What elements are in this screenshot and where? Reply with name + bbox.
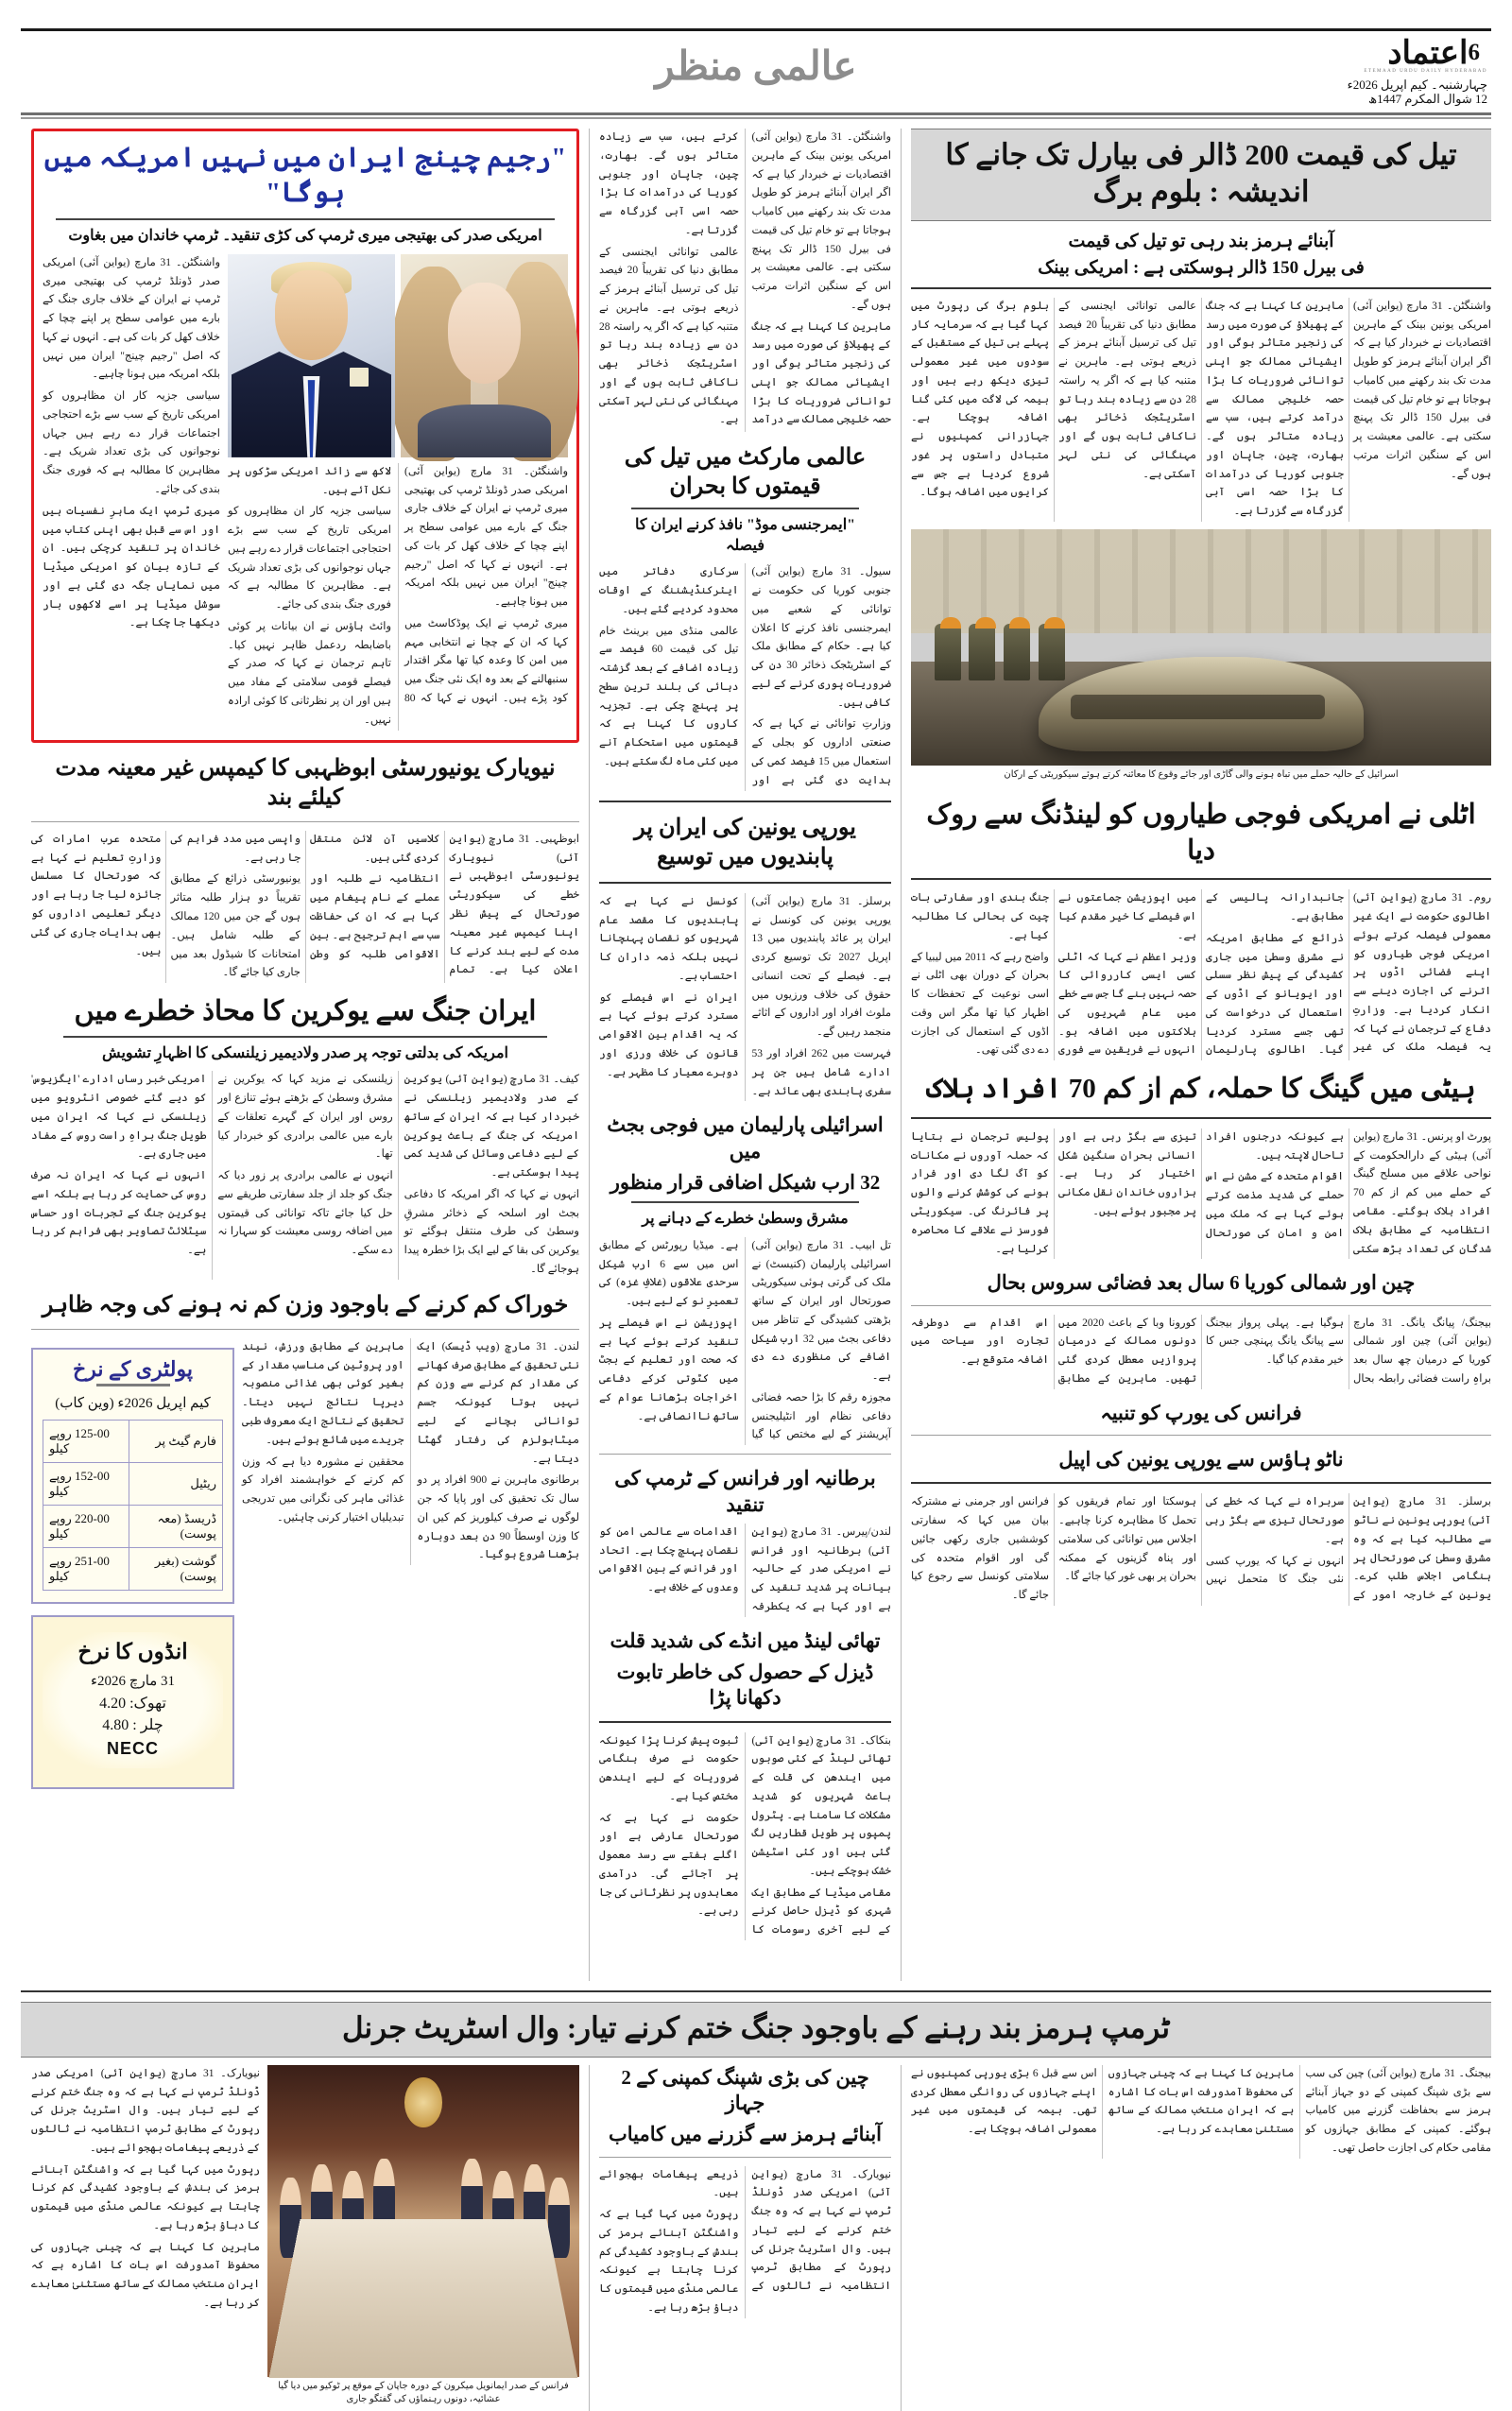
title-underline	[96, 1384, 170, 1386]
paragraph: سیول۔ 31 مارچ (یواین آئی) جنوبی کوریا کی حکومت نے توانائی کے شعبے میں ایمرجنسی نافذ کرنے کا اعلان کیا ہے۔ حکام کے مطابق ملک کے اسٹریٹجک ذخائر 30 دن کی ضروریات پوری کرنے کے لیے کافی ہیں۔	[751, 566, 892, 709]
poultry-title: پولٹری کے نرخ	[72, 1356, 193, 1381]
paragraph: نیویارک۔ 31 مارچ (یواین آئی) امریکی صدر ڈونلڈ ٹرمپ نے کہا ہے کہ وہ جنگ ختم کرنے کے لیے تیار ہیں۔ وال اسٹریٹ جرنل کی رپورٹ کے مطابق ٹرمپ انتظامیہ نے ثالثوں کے ذریعے پیغامات بھجوائے ہیں۔	[599, 2168, 891, 2293]
photo-attack-scene	[911, 529, 1491, 766]
paragraph: عالمی منڈی میں برینٹ خام تیل کی قیمت 60 فیصد سے زیادہ اضافے کے بعد گزشتہ دہائی کی بلند ترین سطح پر پہنچ چکی ہے۔ تجزیہ کاروں کا کہنا ہے کہ قیمتوں میں استحکام آنے میں کئی ماہ لگ سکتے ہیں۔	[599, 625, 739, 767]
headline-israel-budget-1: اسرائیلی پارلیمان میں فوجی بجٹ میں	[607, 1113, 884, 1162]
masthead	[21, 28, 1491, 115]
paragraph: مجوزہ رقم کا بڑا حصہ فضائی دفاعی نظام اور انٹیلیجنس آپریشنز کے لیے مختص کیا گیا ہے۔ میڈیا رپورٹس کے مطابق اس میں سے 6 ارب شیکل سرحدی علاقوں (غلافِ غزہ) کی تعمیرِ نو کے لیے ہیں۔	[599, 1239, 891, 1441]
paragraph: انہوں نے کہا کہ یورپ کسی نئی جنگ کا متحمل نہیں ہوسکتا اور تمام فریقوں کو تحمل کا مظاہرہ کرنا چاہیے۔ اجلاس میں توانائی کی سلامتی اور پناہ گزینوں کے ممکنہ بحران پر بھی غور کیا جائے گا۔	[1058, 1496, 1344, 1586]
body-britain-france	[599, 1524, 891, 1617]
egg-source: NECC	[106, 1738, 159, 1758]
body-israel-budget	[599, 1237, 891, 1445]
paragraph: کورونا وبا کے باعث 2020 میں دونوں ممالک کے درمیان پروازیں معطل کردی گئی تھیں۔ ماہرین کے مطابق اس اقدام سے دوطرفہ تجارت اور سیاحت میں اضافہ متوقع ہے۔	[911, 1317, 1196, 1385]
publication-logo: اعتماد	[1387, 36, 1469, 71]
paragraph: نیویارک۔ 31 مارچ (یواین آئی) امریکی صدر ڈونلڈ ٹرمپ نے کہا ہے کہ وہ جنگ ختم کرنے کے لیے تیار ہیں۔ وال اسٹریٹ جرنل کی رپورٹ کے مطابق ٹرمپ انتظامیہ نے ثالثوں کے ذریعے پیغامات بھجوائے ہیں۔	[31, 2067, 260, 2154]
poultry-price-box	[31, 1348, 234, 1604]
paragraph: امریکی خبر رساں ادارے 'ایگزیوس' کو دیے گئے خصوصی انٹرویو میں زیلنسکی نے کہا کہ ایران میں طویل جنگ براہِ راست روس کے مفاد میں جاری ہے۔	[31, 1074, 207, 1161]
paragraph: عالمی توانائی ایجنسی کے مطابق دنیا کی تقریباً 20 فیصد تیل کی ترسیل آبنائے ہرمز کے ذریعے ہوتی ہے۔ ماہرین نے متنبہ کیا ہے کہ اگر یہ راستہ 28 دن سے زیادہ بند رہا تو اسٹریٹجک ذخائر بھی ناکافی ثابت ہوں گے اور مہنگائی کی نئی لہر آسکتی ہے۔	[1058, 300, 1196, 480]
paragraph: یونیورسٹی ذرائع کے مطابق تقریباً دو ہزار طلبہ متاثر ہوں گے جن میں 120 ممالک کے طلبہ شامل ہیں۔ امتحانات کا شیڈول بعد میں جاری کیا جائے گا۔	[170, 873, 301, 979]
paragraph: واشنگٹن۔ 31 مارچ (یواین آئی) امریکی صدر ڈونلڈ ٹرمپ کی بھتیجی میری ٹرمپ نے ایران کے خلاف جاری جنگ کے بارے میں عوامی سطح پر اپنے چچا کے خلاف کھل کر بات کی ہے۔ انہوں نے کہا کہ اصل "رجیم چینج" ایران میں نہیں بلکہ امریکہ میں ہونا چاہیے۔	[43, 256, 220, 381]
paragraph: وزارتِ توانائی نے کہا ہے کہ صنعتی اداروں کو بجلی کے استعمال میں 15 فیصد کمی کی ہدایت دی گئی ہے اور سرکاری دفاتر میں ایئرکنڈیشننگ کے اوقات محدود کردیے گئے ہیں۔	[599, 566, 891, 786]
paragraph: لندن۔ 31 مارچ (ویب ڈیسک) ایک نئی تحقیق کے مطابق صرف کھانے کی مقدار کم کرنے سے وزن کم نہیں ہوتا کیونکہ جسم توانائی بچانے کے لیے میٹابولزم کی رفتار گھٹا دیتا ہے۔	[417, 1340, 579, 1465]
publication-subtitle: ETEMAAD URDU DAILY HYDERABAD	[1364, 69, 1487, 75]
paragraph: واشنگٹن۔ 31 مارچ (یواین آئی) امریکی یونین بینک کے ماہرین اقتصادیات نے خبردار کیا ہے کہ اگر ایران آبنائے ہرمز کو طویل مدت تک بند رکھنے میں کامیاب ہوجاتا ہے تو خام تیل کی قیمت فی بیرل 150 ڈالر تک پہنچ سکتی ہے۔ عالمی معیشت پر اس کے سنگین اثرات مرتب ہوں گے۔	[751, 131, 891, 311]
column-middle	[589, 129, 901, 1981]
headline-china-korea: چین اور شمالی کوریا 6 سال بعد فضائی سروس بحال	[987, 1271, 1416, 1295]
paragraph: بیجنگ۔ 31 مارچ (یواین آئی) چین کی سب سے بڑی شپنگ کمپنی کے دو جہاز آبنائے ہرمز سے بحفاظت گزرنے میں کامیاب ہوگئے۔ کمپنی کے مطابق جہازوں کو مقامی حکام کی اجازت حاصل تھی۔	[1305, 2067, 1491, 2154]
article-italy	[911, 798, 1491, 1060]
article-oil-market	[599, 443, 891, 791]
deck-oil-market: "ایمرجنسی موڈ" نافذ کرنے ایران کا فیصلہ	[631, 508, 859, 556]
caption-state-dinner: فرانس کے صدر ایمانویل میکرون کے دورہ جاپان کے موقع پر ٹوکیو میں دیا گیا عشائیہ، دونوں رہنماؤں کی گفتگو جاری	[278, 2380, 569, 2404]
paragraph: ابوظہبی۔ 31 مارچ (یواین آئی) نیویارک یونیورسٹی ابوظہبی نے خطے کی سیکوریٹی صورتحال کے پیش نظر اپنا کیمپس غیر معینہ مدت کے لیے بند کرنے کا اعلان کیا ہے۔ تمام کلاسیں آن لائن منتقل کردی گئی ہیں۔	[310, 833, 579, 976]
paragraph: ذرائع کے مطابق امریکہ نے مشرقِ وسطیٰ میں جاری کشیدگی کے پیش نظر سسلی اور ایویانو کے اڈوں کے استعمال کی درخواست کی تھی جسے مسترد کردیا گیا۔ اطالوی پارلیمان میں اپوزیشن جماعتوں نے اس فیصلے کا خیر مقدم کیا ہے۔	[1058, 892, 1344, 1057]
deck-israel-budget: مشرق وسطیٰ خطرے کے دہانے پر	[631, 1201, 859, 1230]
article-france	[911, 1401, 1491, 1436]
headline-haiti: ہیٹی میں گینگ کا حملہ، کم از کم 70 افراد ہلاک	[926, 1074, 1476, 1105]
body-italy	[911, 889, 1491, 1060]
bottom-column-middle	[589, 2065, 901, 2411]
paragraph: اقوام متحدہ کے مشن نے اس حملے کی شدید مذمت کرتے ہوئے کہا ہے کہ ملک میں امن و امان کی صورتحال تیزی سے بگڑ رہی ہے اور انسانی بحران سنگین شکل اختیار کر رہا ہے۔ ہزاروں خاندان نقل مکانی پر مجبور ہوئے ہیں۔	[1058, 1130, 1344, 1239]
paragraph: ماہرین کا کہنا ہے کہ چینی جہازوں کی محفوظ آمدورفت اس بات کا اشارہ ہے کہ ایران منتخب ممالک کے ساتھ مستثنیٰ معاہدے کر رہا ہے۔	[1108, 2067, 1295, 2136]
paragraph: پورٹ او پرنس۔ 31 مارچ (یواین آئی) ہیٹی کے دارالحکومت کے نواحی علاقے میں مسلح گینگ کے حملے میں کم از کم 70 افراد ہلاک ہوگئے۔ مقامی انتظامیہ کے مطابق ہلاک شدگان کی تعداد بڑھ سکتی ہے کیونکہ درجنوں افراد تاحال لاپتہ ہیں۔	[1206, 1130, 1491, 1255]
paragraph: انہوں نے کہا کہ ایران نہ صرف روس کی حمایت کر رہا ہے بلکہ اسے یوکرین جنگ کے تجربات اور حساس سیٹلائٹ تصاویر بھی فراہم کر رہا ہے۔	[31, 1170, 207, 1257]
paragraph: میری ٹرمپ ایک ماہرِ نفسیات ہیں اور اس سے قبل بھی اپنی کتاب میں خاندان پر تنقید کرچکی ہیں۔ ان کے تازہ بیان کو امریکی میڈیا میں نمایاں جگہ دی گئی ہے اور سوشل میڈیا پر اسے لاکھوں بار دیکھا جا چکا ہے۔	[43, 505, 220, 629]
table-row	[43, 1420, 223, 1462]
article-diet	[31, 1291, 579, 1789]
headline-oil-lead: تیل کی قیمت 200 ڈالر فی بیارل تک جانے کا اندیشہ : بلوم برگ	[911, 129, 1491, 221]
headline-ukraine: ایران جنگ سے یوکرین کا محاذ خطرے میں	[74, 996, 537, 1027]
headline-italy: اٹلی نے امریکی فوجی طیاروں کو لینڈنگ سے روک دیا	[926, 799, 1476, 866]
paragraph: واشنگٹن۔ 31 مارچ (یواین آئی) امریکی یونین بینک کے ماہرین اقتصادیات نے خبردار کیا ہے کہ اگر ایران آبنائے ہرمز کو طویل مدت تک بند رکھنے میں کامیاب ہوجاتا ہے تو خام تیل کی قیمت فی بیرل 150 ڈالر تک پہنچ سکتی ہے۔ عالمی معیشت پر اس کے سنگین اثرات مرتب ہوں گے۔	[1353, 300, 1491, 480]
paragraph: انتظامیہ نے طلبہ اور عملے کے نام پیغام میں کہا ہے کہ ان کی حفاظت سب سے اہم ترجیح ہے۔ بین الاقوامی طلبہ کو وطن واپسی میں مدد فراہم کی جا رہی ہے۔	[170, 833, 440, 960]
headline-china-ships-2: آبنائے ہرمز سے گزرنے میں کامیاب	[608, 2123, 883, 2146]
paragraph: کیف۔ 31 مارچ (یواین آئی) یوکرین کے صدر ولادیمیر زیلنسکی نے خبردار کیا ہے کہ ایران کے ساتھ امریکہ کی جنگ کے باعث یوکرین کے لیے دفاعی وسائل کی شدید کمی پیدا ہوسکتی ہے۔	[404, 1074, 579, 1180]
headline-britain-france: برطانیہ اور فرانس کے ٹرمپ کی تنقید	[614, 1467, 876, 1516]
paragraph: برسلز۔ 31 مارچ (یواین آئی) یورپی یونین کی کونسل نے ایران پر عائد پابندیوں میں 13 اپریل 2027 تک توسیع کردی ہے۔ فیصلے کے تحت انسانی حقوق کی خلاف ورزیوں میں ملوث افراد اور اداروں کے اثاثے منجمد رہیں گے۔	[751, 895, 892, 1039]
paragraph: عالمی توانائی ایجنسی کے مطابق دنیا کی تقریباً 20 فیصد تیل کی ترسیل آبنائے ہرمز کے ذریعے ہوتی ہے۔ ماہرین نے متنبہ کیا ہے کہ اگر یہ راستہ 28 دن سے زیادہ بند رہا تو اسٹریٹجک ذخائر بھی ناکافی ثابت ہوں گے اور مہنگائی کی نئی لہر آسکتی ہے۔	[599, 246, 739, 426]
headline-regime-change: "رجیم چینج ایران میں نہیں امریکہ میں ہوگا"	[43, 143, 567, 209]
egg-date: 31 مارچ 2026ء	[90, 1673, 176, 1689]
paragraph: وزیر اعظم نے کہا کہ اٹلی کسی ایسی کارروائی کا حصہ نہیں بنے گا جس سے خطے میں عام شہریوں کی ہلاکتوں میں اضافہ ہو۔ انہوں نے فریقین سے فوری جنگ بندی اور سفارتی بات چیت کی بحالی کا مطالبہ کیا ہے۔	[911, 892, 1196, 1057]
paragraph: ماہرین کا کہنا ہے کہ جنگ کے پھیلاؤ کی صورت میں رسد کی زنجیر متاثر ہوگی اور ایشیائی ممالک جو اپنی توانائی ضروریات کا بڑا حصہ خلیجی ممالک سے درآمد کرتے ہیں، سب سے زیادہ متاثر ہوں گے۔ بھارت، چین، جاپان اور جنوبی کوریا کی درآمدات کا بڑا حصہ اسی آبی گزرگاہ سے گزرتا ہے۔	[1206, 300, 1344, 518]
column-right	[31, 129, 589, 1981]
paragraph: حکومت نے کہا ہے کہ صورتحال عارضی ہے اور اگلے ہفتے سے رسد معمول پر آجائے گی۔ درآمدی معاہدوں پر نظرثانی کی جا رہی ہے۔	[599, 1812, 739, 1918]
headline-eu-iran: یورپی یونین کی ایران پر پابندیوں میں توسیع	[634, 815, 856, 870]
paragraph: برطانوی ماہرین نے 900 افراد پر دو سال تک تحقیق کی اور پایا کہ جن لوگوں نے صرف کیلوریز کم کیں ان کا وزن اوسطاً 90 دن بعد دوبارہ بڑھنا شروع ہوگیا۔	[417, 1474, 580, 1561]
headline-nato: ناٹو ہاؤس سے یورپی یونین کی اپیل	[1058, 1447, 1344, 1471]
article-nato	[911, 1447, 1491, 1606]
paragraph: زیلنسکی نے مزید کہا کہ یوکرین نے مشرق وسطیٰ کے بڑھتے ہوئے تنازع اور روس اور ایران کے گہرے تعلقات کے بارے میں عالمی برادری کو خبردار کیا تھا۔	[217, 1074, 393, 1161]
body-wsj-left	[911, 2065, 1491, 2159]
article-ukraine	[31, 994, 579, 1280]
body-thailand	[599, 1732, 891, 1940]
paragraph: ماہرین کا کہنا ہے کہ جنگ کے پھیلاؤ کی صورت میں رسد کی زنجیر متاثر ہوگی اور ایشیائی ممالک جو اپنی توانائی ضروریات کا بڑا حصہ خلیجی ممالک سے درآمد کرتے ہیں، سب سے زیادہ متاثر ہوں گے۔ بھارت، چین، جاپان اور جنوبی کوریا کی درآمدات کا بڑا حصہ اسی آبی گزرگاہ سے گزرتا ہے۔	[599, 131, 891, 426]
headline-israel-budget-2: 32 ارب شیکل اضافی قرار منظور	[610, 1170, 881, 1194]
body-oil-lead	[911, 298, 1491, 522]
poultry-row-name: فارم گیٹ پر	[129, 1420, 223, 1462]
body-regime-change-lower	[228, 463, 568, 731]
paragraph: تل ابیب۔ 31 مارچ (یواین آئی) اسرائیلی پارلیمان (کنیسٹ) نے ملک کی گرتی ہوئی سیکوریٹی صورتحال اور ایران کے ساتھ بڑھتی کشیدگی کے تناظر میں دفاعی بجٹ میں 32 ارب شیکل اضافے کی منظوری دے دی ہے۔	[751, 1239, 892, 1383]
paragraph: واشنگٹن۔ 31 مارچ (یواین آئی) امریکی صدر ڈونلڈ ٹرمپ کی بھتیجی میری ٹرمپ نے ایران کے خلاف جاری جنگ کے بارے میں عوامی سطح پر اپنے چچا کے خلاف کھل کر بات کی ہے۔ انہوں نے کہا کہ اصل "رجیم چینج" ایران میں نہیں بلکہ امریکہ میں ہونا چاہیے۔	[404, 465, 568, 609]
article-nyu	[31, 754, 579, 984]
bottom-section	[21, 1990, 1491, 2411]
paragraph: بنکاک۔ 31 مارچ (یواین آئی) تھائی لینڈ کے کئی صوبوں میں ایندھن کی قلت کے باعث شہریوں کو شدید مشکلات کا سامنا ہے۔ پٹرول پمپوں پر طویل قطاریں لگ گئی ہیں اور کئی اسٹیشن خشک ہوچکے ہیں۔	[751, 1734, 891, 1877]
body-nato	[911, 1493, 1491, 1606]
paragraph: انہوں نے عالمی برادری پر زور دیا کہ جنگ کو جلد از جلد سفارتی طریقے سے حل کیا جائے تاکہ توانائی کی قیمتوں میں اضافہ روسی معیشت کو سہارا نہ دے سکے۔	[217, 1170, 393, 1257]
egg-wholesale: تھوک: 4.20	[99, 1695, 166, 1712]
egg-title: انڈوں کا نرخ	[77, 1639, 188, 1663]
egg-retail: چلر : 4.80	[102, 1716, 163, 1733]
paragraph: برسلز۔ 31 مارچ (یواین آئی) یورپی یونین نے ناٹو سے مطالبہ کیا ہے کہ وہ مشرقِ وسطیٰ کی صورتحال پر ہنگامی اجلاس طلب کرے۔ یونین کے خارجہ امور کے سربراہ نے کہا کہ خطے کی صورتحال تیزی سے بگڑ رہی ہے۔	[1206, 1496, 1491, 1602]
paragraph: پولیس ترجمان نے بتایا کہ حملہ آوروں نے مکانات کو آگ لگا دی اور فرار ہونے کی کوشش کرنے والوں پر فائرنگ کی۔ سیکوریٹی فورسز نے علاقے کا محاصرہ کرلیا ہے۔	[911, 1130, 1049, 1255]
paragraph: اپوزیشن نے اس فیصلے پر تنقید کرتے ہوئے کہا ہے کہ صحت اور تعلیم کے بجٹ میں کٹوتی کرکے دفاعی اخراجات بڑھانا عوام کے ساتھ ناانصافی ہے۔	[599, 1317, 739, 1422]
paragraph: بیجنگ/ پیانگ یانگ۔ 31 مارچ (یواین آئی) چین اور شمالی کوریا کے درمیان چھ سال بعد براہِ راست فضائی رابطہ بحال ہوگیا ہے۔ پہلی پرواز بیجنگ سے پیانگ یانگ پہنچی جس کا خیر مقدم کیا گیا۔	[1206, 1317, 1491, 1385]
body-oil-lead-overflow	[599, 129, 891, 432]
headline-thailand-1: تھائی لینڈ میں انڈے کی شدید قلت	[610, 1628, 881, 1652]
paragraph: فہرست میں 262 افراد اور 53 ادارے شامل ہیں جن پر سفری پابندی بھی عائد ہے۔ کونسل نے کہا ہے کہ پابندیوں کا مقصد عام شہریوں کو نقصان پہنچانا نہیں بلکہ ذمہ داران کا احتساب ہے۔	[599, 895, 891, 1097]
paragraph: ایران نے اس فیصلے کو مسترد کرتے ہوئے کہا ہے کہ یہ اقدام بین الاقوامی قانون کی خلاف ورزی اور دوہرے معیار کا مظہر ہے۔	[599, 991, 739, 1078]
bottom-column-left	[901, 2065, 1491, 2411]
article-israel-budget	[599, 1112, 891, 1445]
body-nyu	[31, 831, 579, 983]
subhead-oil-2: فی بیرل 150 ڈالر ہوسکتی ہے : امریکی بینک	[911, 256, 1491, 289]
poultry-row-name: گوشت (بغیر پوست)	[129, 1547, 223, 1590]
paragraph: لندن/پیرس۔ 31 مارچ (یواین آئی) برطانیہ اور فرانس نے امریکی صدر کے حالیہ بیانات پر شدید تنقید کی ہے اور کہا ہے کہ یکطرفہ اقدامات سے عالمی امن کو نقصان پہنچ چکا ہے۔ اتحاد اور فرانس کے بین الاقوامی وعدوں کے خلاف ہے۔	[599, 1525, 891, 1612]
paragraph: متحدہ عرب امارات کی وزارتِ تعلیم نے کہا ہے کہ صورتحال کا مسلسل جائزہ لیا جا رہا ہے اور دیگر تعلیمی اداروں کو بھی ہدایات جاری کی گئی ہیں۔	[31, 833, 162, 957]
paragraph: سیاسی جزیہ کار ان مظاہروں کو امریکی تاریخ کے سب سے بڑے احتجاجی اجتماعات قرار دے رہے ہیں جہاں نوجوانوں کی بڑی تعداد شریک ہے۔ مظاہرین کا مطالبہ ہے کہ فوری جنگ بندی کی جائے۔	[228, 506, 391, 611]
photo-group-regime-change	[228, 254, 568, 731]
newspaper-page	[0, 28, 1512, 2404]
caption-attack-scene: اسرائیل کے حالیہ حملے میں تباہ ہونے والی گاڑی اور جائے وقوع کا معائنہ کرتے ہوئے سیکوریٹی کے ارکان	[1004, 768, 1399, 780]
article-china-korea	[911, 1270, 1491, 1388]
paragraph: بلوم برگ کی رپورٹ میں کہا گیا ہے کہ سرمایہ کار پہلے ہی تیل کے مستقبل کے سودوں میں غیر معمولی تیزی دیکھ رہے ہیں اور بیمہ کی لاگت میں کئی گنا اضافہ ہوچکا ہے۔ جہازرانی کمپنیوں نے متبادل راستوں پر غور شروع کردیا ہے جس سے کرایوں میں اضافہ ہوگا۔	[911, 300, 1049, 499]
headline-china-ships-1: چین کی بڑی شپنگ کمپنی کے 2 جہاز	[621, 2065, 869, 2115]
photo-mary-trump	[401, 254, 568, 457]
headline-thailand-2: ڈیزل کے حصول کی خاطر تابوت دکھانا پڑا	[616, 1660, 874, 1710]
article-eu-iran	[599, 814, 891, 1102]
body-haiti	[911, 1128, 1491, 1259]
article-thailand	[599, 1628, 891, 1940]
paragraph: انہوں نے کہا کہ اگر امریکہ کا دفاعی بجٹ اور اسلحہ کے ذخائر مشرقِ وسطیٰ کی طرف منتقل ہوگئے تو یوکرین کی بقا کے لیے ایک بڑا خطرہ پیدا ہوجائے گا۔	[404, 1188, 579, 1275]
headline-oil-market: عالمی مارکٹ میں تیل کی قیمتوں کا بحران	[624, 444, 867, 499]
body-ukraine	[31, 1071, 579, 1279]
table-row	[43, 1505, 223, 1547]
paragraph: رپورٹ میں کہا گیا ہے کہ واشنگٹن آبنائے ہرمز کی بندش کے باوجود کشیدگی کم کرنا چاہتا ہے کیونکہ عالمی منڈی میں قیمتوں کا دباؤ بڑھ رہا ہے۔	[599, 2209, 739, 2314]
egg-price-box	[31, 1615, 234, 1789]
paragraph: روم۔ 31 مارچ (یواین آئی) اطالوی حکومت نے ایک غیر معمولی فیصلہ کرتے ہوئے امریکی فوجی طیاروں کو اپنے فضائی اڈوں پر اترنے کی اجازت دینے سے انکار کردیا ہے۔ وزارتِ دفاع کے ترجمان نے کہا کہ یہ فیصلہ ملک کی غیر جانبدارانہ پالیسی کے مطابق ہے۔	[1206, 892, 1491, 1054]
paragraph: ماہرین کے مطابق ورزش، نیند اور پروٹین کی مناسب مقدار کے بغیر کوئی بھی غذائی منصوبہ دیرپا نتائج نہیں دیتا۔ تحقیق کے نتائج ایک معروف طبی جریدے میں شائع ہوئے ہیں۔	[242, 1340, 404, 1446]
poultry-row-value: 125-00 روپے کیلو	[43, 1420, 129, 1462]
photo-donald-trump	[228, 254, 395, 457]
headline-nyu: نیویارک یونیورسٹی ابوظہبی کا کیمپس غیر معینہ مدت کیلئے بند	[55, 755, 556, 810]
body-oil-market	[599, 563, 891, 790]
paragraph: اس سے قبل 6 بڑی یورپی کمپنیوں نے اپنے جہازوں کی روانگی معطل کردی تھی۔ بیمہ کی قیمتوں میں غیر معمولی اضافہ ہوچکا ہے۔	[911, 2067, 1097, 2136]
body-wsj-middle	[599, 2166, 891, 2318]
body-regime-change-side	[43, 254, 220, 731]
poultry-row-value: 251-00 روپے کیلو	[43, 1547, 129, 1590]
body-diet	[242, 1338, 579, 1565]
poultry-row-value: 152-00 روپے کیلو	[43, 1462, 129, 1505]
paragraph: میری ٹرمپ نے ایک پوڈکاسٹ میں کہا کہ ان کے چچا نے انتخابی مہم میں امن کا وعدہ کیا تھا مگر اقتدار سنبھالنے کے بعد وہ ایک نئی جنگ میں کود پڑے ہیں۔ انہوں نے کہا کہ 80 لاکھ سے زائد امریکی سڑکوں پر نکل آئے ہیں۔	[228, 465, 568, 704]
section-title: عالمی منظر	[655, 45, 857, 89]
deck-regime-change: امریکی صدر کی بھتیجی میری ٹرمپ کی کڑی تنقید۔ ٹرمپ خاندان میں بغاوت	[56, 218, 555, 247]
deck-ukraine: امریکہ کی بدلتی توجہ پر صدر ولادیمیر زیلنسکی کا اظہارِ تشویش	[63, 1036, 547, 1064]
paragraph: وائٹ ہاؤس نے ان بیانات پر کوئی باضابطہ ردعمل ظاہر نہیں کیا۔ تاہم ترجمان نے کہا کہ صدر کے فیصلے قومی سلامتی کے مفاد میں ہیں اور ان پر نظرثانی کا کوئی ارادہ نہیں۔	[228, 620, 391, 726]
body-wsj-right	[31, 2065, 260, 2411]
poultry-row-name: ریٹیل	[129, 1462, 223, 1505]
article-haiti	[911, 1072, 1491, 1259]
headline-diet: خوراک کم کرنے کے باوجود وزن کم نہ ہونے کی وجہ ظاہر	[42, 1292, 569, 1317]
article-oil-lead	[911, 129, 1491, 522]
body-eu-iran	[599, 893, 891, 1101]
poultry-price-table	[43, 1420, 223, 1591]
paragraph: مقامی میڈیا کے مطابق ایک شہری کو ڈیزل حاصل کرنے کے لیے آخری رسومات کا ثبوت پیش کرنا پڑا کیونکہ حکومت نے صرف ہنگامی ضروریات کے لیے ایندھن مختص کیا ہے۔	[599, 1734, 891, 1937]
poultry-date: کیم اپریل 2026ء (وین کاب)	[55, 1395, 211, 1411]
article-regime-change	[31, 129, 579, 743]
headline-france: فرانس کی یورپ کو تنبیہ	[1100, 1401, 1302, 1424]
paragraph: واضح رہے کہ 2011 میں لیبیا کے بحران کے دوران بھی اٹلی نے اسی نوعیت کے تحفظات کا اظہار کیا تھا مگر اس وقت اڈوں کے استعمال کی اجازت دے دی گئی تھی۔	[911, 951, 1049, 1057]
paragraph: سیاسی جزیہ کار ان مظاہروں کو امریکی تاریخ کے سب سے بڑے احتجاجی اجتماعات قرار دے رہے ہیں جہاں نوجوانوں کی بڑی تعداد شریک ہے۔ مظاہرین کا مطالبہ ہے کہ فوری جنگ بندی کی جائے۔	[43, 390, 220, 495]
photo-state-dinner	[267, 2065, 579, 2377]
content-grid	[21, 129, 1491, 1981]
page-number: 6	[1468, 40, 1480, 65]
column-left	[901, 129, 1491, 1981]
headline-wsj: ٹرمپ ہرمز بند رہنے کے باوجود جنگ ختم کرنے تیار: وال اسٹریٹ جرنل	[21, 2002, 1491, 2058]
paragraph: فرانس اور جرمنی نے مشترکہ بیان میں کہا کہ سفارتی کوششیں جاری رکھی جائیں گی اور اقوام متحدہ کی سلامتی کونسل سے رجوع کیا جائے گا۔	[911, 1496, 1049, 1602]
subhead-oil-1: آبنائے ہرمز بند رہی تو تیل کی قیمت	[1068, 231, 1334, 251]
table-row	[43, 1547, 223, 1590]
paragraph: محققین نے مشورہ دیا ہے کہ وزن کم کرنے کے خواہشمند افراد کو غذائی ماہر کی نگرانی میں تدریجی تبدیلیاں اختیار کرنی چاہئیں۔	[242, 1455, 404, 1524]
paragraph: ماہرین کا کہنا ہے کہ چینی جہازوں کی محفوظ آمدورفت اس بات کا اشارہ ہے کہ ایران منتخب ممالک کے ساتھ مستثنیٰ معاہدے کر رہا ہے۔	[31, 2241, 260, 2309]
article-britain-france	[599, 1466, 891, 1616]
body-china-korea	[911, 1315, 1491, 1389]
issue-date-hijri: 12 شوال المکرم 1447ھ	[1368, 91, 1487, 106]
table-row	[43, 1462, 223, 1505]
poultry-row-name: ڈریسڈ (معہ پوست)	[129, 1505, 223, 1547]
issue-date-gregorian: چہارشنبہ۔ کیم اپریل 2026ء	[1347, 77, 1487, 92]
bottom-column-right	[31, 2065, 589, 2411]
egg-oval-background	[43, 1632, 223, 1768]
poultry-row-value: 220-00 روپے کیلو	[43, 1505, 129, 1547]
paragraph: رپورٹ میں کہا گیا ہے کہ واشنگٹن آبنائے ہرمز کی بندش کے باوجود کشیدگی کم کرنا چاہتا ہے کیونکہ عالمی منڈی میں قیمتوں کا دباؤ بڑھ رہا ہے۔	[31, 2163, 260, 2231]
